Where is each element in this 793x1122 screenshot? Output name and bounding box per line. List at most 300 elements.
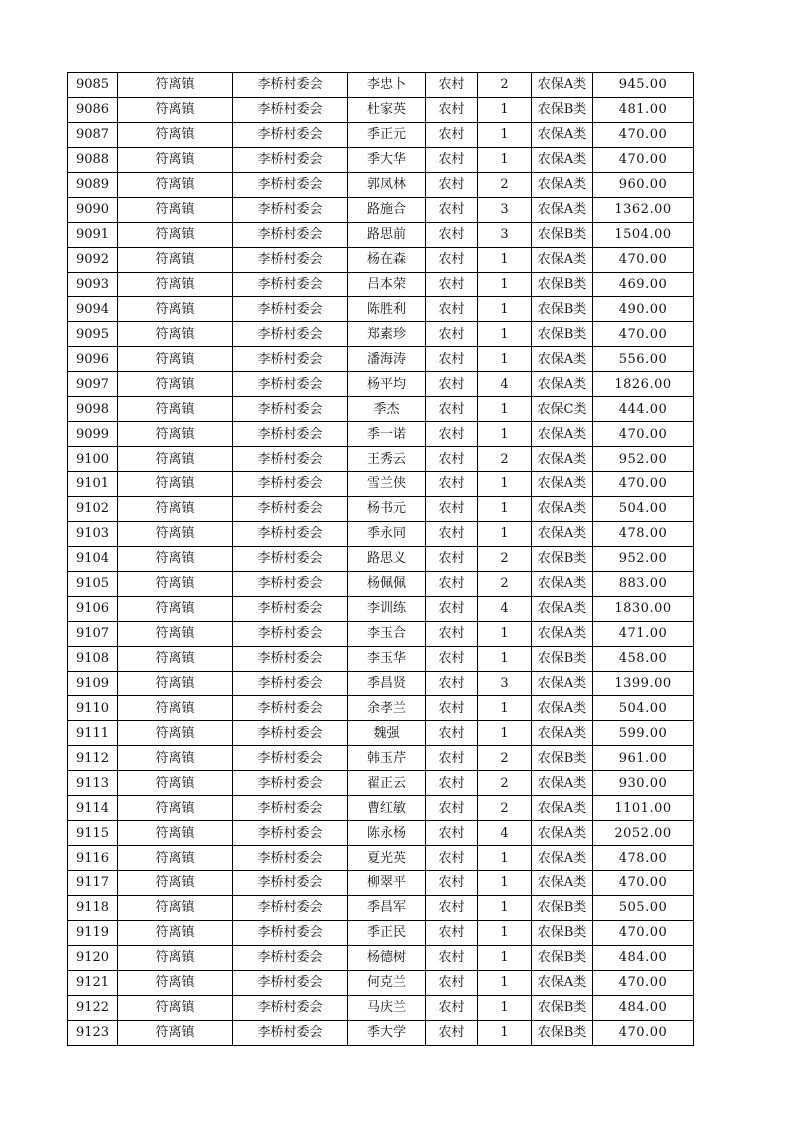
amount-cell: 960.00 xyxy=(593,172,694,197)
row-id-cell: 9101 xyxy=(68,472,118,497)
name-cell: 杨佩佩 xyxy=(348,571,426,596)
name-cell: 李玉合 xyxy=(348,621,426,646)
row-id-cell: 9122 xyxy=(68,995,118,1020)
village-committee-cell: 李桥村委会 xyxy=(233,945,348,970)
village-committee-cell: 李桥村委会 xyxy=(233,821,348,846)
category-cell: 农保B类 xyxy=(532,272,593,297)
category-cell: 农保B类 xyxy=(532,945,593,970)
table-row xyxy=(68,821,694,846)
category-cell: 农保A类 xyxy=(532,796,593,821)
name-cell: 路施合 xyxy=(348,197,426,222)
village-committee-cell: 李桥村委会 xyxy=(233,172,348,197)
member-count-cell: 1 xyxy=(478,646,532,671)
town-cell: 符离镇 xyxy=(118,871,233,896)
member-count-cell: 2 xyxy=(478,73,532,98)
row-id-cell: 9089 xyxy=(68,172,118,197)
member-count-cell: 1 xyxy=(478,322,532,347)
household-type-cell: 农村 xyxy=(426,472,478,497)
row-id-cell: 9090 xyxy=(68,197,118,222)
household-type-cell: 农村 xyxy=(426,97,478,122)
member-count-cell: 1 xyxy=(478,521,532,546)
village-committee-cell: 李桥村委会 xyxy=(233,272,348,297)
member-count-cell: 1 xyxy=(478,846,532,871)
table-row xyxy=(68,97,694,122)
town-cell: 符离镇 xyxy=(118,970,233,995)
records-table xyxy=(67,72,694,1046)
amount-cell: 505.00 xyxy=(593,895,694,920)
member-count-cell: 1 xyxy=(478,696,532,721)
category-cell: 农保B类 xyxy=(532,546,593,571)
household-type-cell: 农村 xyxy=(426,397,478,422)
household-type-cell: 农村 xyxy=(426,920,478,945)
amount-cell: 470.00 xyxy=(593,472,694,497)
table-row xyxy=(68,496,694,521)
town-cell: 符离镇 xyxy=(118,447,233,472)
household-type-cell: 农村 xyxy=(426,995,478,1020)
amount-cell: 1362.00 xyxy=(593,197,694,222)
row-id-cell: 9100 xyxy=(68,447,118,472)
town-cell: 符离镇 xyxy=(118,521,233,546)
row-id-cell: 9109 xyxy=(68,671,118,696)
row-id-cell: 9118 xyxy=(68,895,118,920)
town-cell: 符离镇 xyxy=(118,422,233,447)
row-id-cell: 9085 xyxy=(68,73,118,98)
name-cell: 雪兰侠 xyxy=(348,472,426,497)
row-id-cell: 9092 xyxy=(68,247,118,272)
table-row xyxy=(68,995,694,1020)
town-cell: 符离镇 xyxy=(118,97,233,122)
household-type-cell: 农村 xyxy=(426,821,478,846)
table-row xyxy=(68,322,694,347)
table-row xyxy=(68,422,694,447)
member-count-cell: 1 xyxy=(478,721,532,746)
row-id-cell: 9103 xyxy=(68,521,118,546)
village-committee-cell: 李桥村委会 xyxy=(233,671,348,696)
member-count-cell: 3 xyxy=(478,671,532,696)
town-cell: 符离镇 xyxy=(118,671,233,696)
town-cell: 符离镇 xyxy=(118,272,233,297)
table-row xyxy=(68,970,694,995)
row-id-cell: 9104 xyxy=(68,546,118,571)
amount-cell: 469.00 xyxy=(593,272,694,297)
village-committee-cell: 李桥村委会 xyxy=(233,970,348,995)
amount-cell: 470.00 xyxy=(593,871,694,896)
household-type-cell: 农村 xyxy=(426,73,478,98)
village-committee-cell: 李桥村委会 xyxy=(233,322,348,347)
amount-cell: 481.00 xyxy=(593,97,694,122)
amount-cell: 883.00 xyxy=(593,571,694,596)
category-cell: 农保C类 xyxy=(532,397,593,422)
name-cell: 韩玉芹 xyxy=(348,746,426,771)
town-cell: 符离镇 xyxy=(118,222,233,247)
member-count-cell: 1 xyxy=(478,472,532,497)
name-cell: 陈永杨 xyxy=(348,821,426,846)
village-committee-cell: 李桥村委会 xyxy=(233,1020,348,1045)
row-id-cell: 9088 xyxy=(68,147,118,172)
amount-cell: 470.00 xyxy=(593,970,694,995)
table-row xyxy=(68,596,694,621)
amount-cell: 1826.00 xyxy=(593,372,694,397)
table-row xyxy=(68,671,694,696)
amount-cell: 490.00 xyxy=(593,297,694,322)
household-type-cell: 农村 xyxy=(426,247,478,272)
amount-cell: 470.00 xyxy=(593,322,694,347)
village-committee-cell: 李桥村委会 xyxy=(233,222,348,247)
amount-cell: 599.00 xyxy=(593,721,694,746)
amount-cell: 470.00 xyxy=(593,122,694,147)
village-committee-cell: 李桥村委会 xyxy=(233,571,348,596)
amount-cell: 470.00 xyxy=(593,1020,694,1045)
household-type-cell: 农村 xyxy=(426,846,478,871)
table-row xyxy=(68,222,694,247)
household-type-cell: 农村 xyxy=(426,222,478,247)
household-type-cell: 农村 xyxy=(426,646,478,671)
household-type-cell: 农村 xyxy=(426,297,478,322)
village-committee-cell: 李桥村委会 xyxy=(233,347,348,372)
member-count-cell: 1 xyxy=(478,297,532,322)
table-body xyxy=(68,73,694,1046)
name-cell: 陈胜利 xyxy=(348,297,426,322)
category-cell: 农保A类 xyxy=(532,571,593,596)
category-cell: 农保A类 xyxy=(532,496,593,521)
amount-cell: 1101.00 xyxy=(593,796,694,821)
table-row xyxy=(68,472,694,497)
town-cell: 符离镇 xyxy=(118,297,233,322)
town-cell: 符离镇 xyxy=(118,621,233,646)
category-cell: 农保A类 xyxy=(532,347,593,372)
row-id-cell: 9123 xyxy=(68,1020,118,1045)
category-cell: 农保B类 xyxy=(532,297,593,322)
row-id-cell: 9091 xyxy=(68,222,118,247)
table-row xyxy=(68,646,694,671)
name-cell: 杨平均 xyxy=(348,372,426,397)
town-cell: 符离镇 xyxy=(118,945,233,970)
name-cell: 曹红敏 xyxy=(348,796,426,821)
name-cell: 李忠卜 xyxy=(348,73,426,98)
village-committee-cell: 李桥村委会 xyxy=(233,472,348,497)
name-cell: 郭凤林 xyxy=(348,172,426,197)
town-cell: 符离镇 xyxy=(118,197,233,222)
table-row xyxy=(68,372,694,397)
category-cell: 农保A类 xyxy=(532,821,593,846)
member-count-cell: 2 xyxy=(478,771,532,796)
category-cell: 农保A类 xyxy=(532,247,593,272)
row-id-cell: 9110 xyxy=(68,696,118,721)
row-id-cell: 9099 xyxy=(68,422,118,447)
village-committee-cell: 李桥村委会 xyxy=(233,871,348,896)
table-row xyxy=(68,895,694,920)
amount-cell: 458.00 xyxy=(593,646,694,671)
name-cell: 翟正云 xyxy=(348,771,426,796)
village-committee-cell: 李桥村委会 xyxy=(233,895,348,920)
town-cell: 符离镇 xyxy=(118,895,233,920)
household-type-cell: 农村 xyxy=(426,122,478,147)
village-committee-cell: 李桥村委会 xyxy=(233,596,348,621)
table-row xyxy=(68,297,694,322)
name-cell: 季昌贤 xyxy=(348,671,426,696)
category-cell: 农保A类 xyxy=(532,472,593,497)
row-id-cell: 9112 xyxy=(68,746,118,771)
village-committee-cell: 李桥村委会 xyxy=(233,447,348,472)
village-committee-cell: 李桥村委会 xyxy=(233,846,348,871)
name-cell: 李玉华 xyxy=(348,646,426,671)
household-type-cell: 农村 xyxy=(426,721,478,746)
table-row xyxy=(68,796,694,821)
amount-cell: 2052.00 xyxy=(593,821,694,846)
village-committee-cell: 李桥村委会 xyxy=(233,122,348,147)
village-committee-cell: 李桥村委会 xyxy=(233,496,348,521)
amount-cell: 470.00 xyxy=(593,920,694,945)
table-row xyxy=(68,197,694,222)
household-type-cell: 农村 xyxy=(426,771,478,796)
household-type-cell: 农村 xyxy=(426,970,478,995)
town-cell: 符离镇 xyxy=(118,821,233,846)
table-row xyxy=(68,546,694,571)
row-id-cell: 9094 xyxy=(68,297,118,322)
amount-cell: 484.00 xyxy=(593,945,694,970)
name-cell: 季昌军 xyxy=(348,895,426,920)
table-row xyxy=(68,846,694,871)
category-cell: 农保A类 xyxy=(532,970,593,995)
village-committee-cell: 李桥村委会 xyxy=(233,546,348,571)
town-cell: 符离镇 xyxy=(118,322,233,347)
town-cell: 符离镇 xyxy=(118,172,233,197)
category-cell: 农保B类 xyxy=(532,920,593,945)
household-type-cell: 农村 xyxy=(426,796,478,821)
member-count-cell: 1 xyxy=(478,397,532,422)
category-cell: 农保B类 xyxy=(532,746,593,771)
town-cell: 符离镇 xyxy=(118,546,233,571)
amount-cell: 504.00 xyxy=(593,496,694,521)
category-cell: 农保A类 xyxy=(532,172,593,197)
category-cell: 农保B类 xyxy=(532,222,593,247)
category-cell: 农保A类 xyxy=(532,721,593,746)
member-count-cell: 1 xyxy=(478,272,532,297)
name-cell: 余孝兰 xyxy=(348,696,426,721)
name-cell: 吕本荣 xyxy=(348,272,426,297)
row-id-cell: 9115 xyxy=(68,821,118,846)
household-type-cell: 农村 xyxy=(426,596,478,621)
amount-cell: 470.00 xyxy=(593,422,694,447)
village-committee-cell: 李桥村委会 xyxy=(233,297,348,322)
household-type-cell: 农村 xyxy=(426,521,478,546)
category-cell: 农保A类 xyxy=(532,696,593,721)
member-count-cell: 3 xyxy=(478,222,532,247)
row-id-cell: 9120 xyxy=(68,945,118,970)
member-count-cell: 1 xyxy=(478,422,532,447)
category-cell: 农保A类 xyxy=(532,846,593,871)
table-row xyxy=(68,721,694,746)
town-cell: 符离镇 xyxy=(118,646,233,671)
table-row xyxy=(68,272,694,297)
name-cell: 郑素珍 xyxy=(348,322,426,347)
category-cell: 农保A类 xyxy=(532,871,593,896)
row-id-cell: 9116 xyxy=(68,846,118,871)
town-cell: 符离镇 xyxy=(118,696,233,721)
category-cell: 农保B类 xyxy=(532,895,593,920)
member-count-cell: 1 xyxy=(478,970,532,995)
village-committee-cell: 李桥村委会 xyxy=(233,721,348,746)
town-cell: 符离镇 xyxy=(118,796,233,821)
amount-cell: 478.00 xyxy=(593,846,694,871)
village-committee-cell: 李桥村委会 xyxy=(233,621,348,646)
name-cell: 王秀云 xyxy=(348,447,426,472)
member-count-cell: 2 xyxy=(478,796,532,821)
member-count-cell: 2 xyxy=(478,746,532,771)
table-row xyxy=(68,771,694,796)
town-cell: 符离镇 xyxy=(118,846,233,871)
town-cell: 符离镇 xyxy=(118,472,233,497)
village-committee-cell: 李桥村委会 xyxy=(233,920,348,945)
category-cell: 农保B类 xyxy=(532,646,593,671)
village-committee-cell: 李桥村委会 xyxy=(233,197,348,222)
row-id-cell: 9105 xyxy=(68,571,118,596)
household-type-cell: 农村 xyxy=(426,895,478,920)
member-count-cell: 4 xyxy=(478,372,532,397)
village-committee-cell: 李桥村委会 xyxy=(233,97,348,122)
row-id-cell: 9102 xyxy=(68,496,118,521)
table-row xyxy=(68,397,694,422)
amount-cell: 556.00 xyxy=(593,347,694,372)
town-cell: 符离镇 xyxy=(118,920,233,945)
town-cell: 符离镇 xyxy=(118,347,233,372)
category-cell: 农保A类 xyxy=(532,122,593,147)
household-type-cell: 农村 xyxy=(426,447,478,472)
category-cell: 农保B类 xyxy=(532,995,593,1020)
household-type-cell: 农村 xyxy=(426,621,478,646)
name-cell: 路思前 xyxy=(348,222,426,247)
name-cell: 杨书元 xyxy=(348,496,426,521)
name-cell: 季大华 xyxy=(348,147,426,172)
name-cell: 夏光英 xyxy=(348,846,426,871)
row-id-cell: 9087 xyxy=(68,122,118,147)
town-cell: 符离镇 xyxy=(118,372,233,397)
row-id-cell: 9086 xyxy=(68,97,118,122)
member-count-cell: 1 xyxy=(478,871,532,896)
member-count-cell: 1 xyxy=(478,247,532,272)
table-row xyxy=(68,696,694,721)
amount-cell: 470.00 xyxy=(593,147,694,172)
village-committee-cell: 李桥村委会 xyxy=(233,147,348,172)
category-cell: 农保B类 xyxy=(532,1020,593,1045)
row-id-cell: 9113 xyxy=(68,771,118,796)
amount-cell: 952.00 xyxy=(593,447,694,472)
name-cell: 柳翠平 xyxy=(348,871,426,896)
member-count-cell: 1 xyxy=(478,97,532,122)
member-count-cell: 1 xyxy=(478,496,532,521)
village-committee-cell: 李桥村委会 xyxy=(233,397,348,422)
town-cell: 符离镇 xyxy=(118,496,233,521)
village-committee-cell: 李桥村委会 xyxy=(233,796,348,821)
amount-cell: 484.00 xyxy=(593,995,694,1020)
village-committee-cell: 李桥村委会 xyxy=(233,995,348,1020)
table-row xyxy=(68,73,694,98)
town-cell: 符离镇 xyxy=(118,147,233,172)
row-id-cell: 9093 xyxy=(68,272,118,297)
row-id-cell: 9095 xyxy=(68,322,118,347)
row-id-cell: 9114 xyxy=(68,796,118,821)
category-cell: 农保A类 xyxy=(532,671,593,696)
name-cell: 杨在森 xyxy=(348,247,426,272)
category-cell: 农保A类 xyxy=(532,197,593,222)
town-cell: 符离镇 xyxy=(118,247,233,272)
name-cell: 李训练 xyxy=(348,596,426,621)
table-row xyxy=(68,122,694,147)
household-type-cell: 农村 xyxy=(426,496,478,521)
table-row xyxy=(68,746,694,771)
row-id-cell: 9111 xyxy=(68,721,118,746)
amount-cell: 470.00 xyxy=(593,247,694,272)
member-count-cell: 1 xyxy=(478,920,532,945)
village-committee-cell: 李桥村委会 xyxy=(233,247,348,272)
amount-cell: 444.00 xyxy=(593,397,694,422)
category-cell: 农保A类 xyxy=(532,521,593,546)
name-cell: 季大学 xyxy=(348,1020,426,1045)
table-row xyxy=(68,447,694,472)
category-cell: 农保A类 xyxy=(532,147,593,172)
household-type-cell: 农村 xyxy=(426,871,478,896)
row-id-cell: 9106 xyxy=(68,596,118,621)
village-committee-cell: 李桥村委会 xyxy=(233,73,348,98)
town-cell: 符离镇 xyxy=(118,995,233,1020)
town-cell: 符离镇 xyxy=(118,1020,233,1045)
town-cell: 符离镇 xyxy=(118,596,233,621)
amount-cell: 1399.00 xyxy=(593,671,694,696)
name-cell: 潘海涛 xyxy=(348,347,426,372)
member-count-cell: 1 xyxy=(478,347,532,372)
town-cell: 符离镇 xyxy=(118,397,233,422)
village-committee-cell: 李桥村委会 xyxy=(233,646,348,671)
name-cell: 杜家英 xyxy=(348,97,426,122)
member-count-cell: 4 xyxy=(478,821,532,846)
row-id-cell: 9098 xyxy=(68,397,118,422)
category-cell: 农保A类 xyxy=(532,447,593,472)
name-cell: 何克兰 xyxy=(348,970,426,995)
household-type-cell: 农村 xyxy=(426,746,478,771)
household-type-cell: 农村 xyxy=(426,1020,478,1045)
member-count-cell: 1 xyxy=(478,1020,532,1045)
member-count-cell: 1 xyxy=(478,147,532,172)
amount-cell: 1504.00 xyxy=(593,222,694,247)
town-cell: 符离镇 xyxy=(118,771,233,796)
town-cell: 符离镇 xyxy=(118,122,233,147)
name-cell: 季正元 xyxy=(348,122,426,147)
village-committee-cell: 李桥村委会 xyxy=(233,746,348,771)
table-row xyxy=(68,247,694,272)
category-cell: 农保B类 xyxy=(532,97,593,122)
name-cell: 马庆兰 xyxy=(348,995,426,1020)
amount-cell: 471.00 xyxy=(593,621,694,646)
row-id-cell: 9117 xyxy=(68,871,118,896)
member-count-cell: 3 xyxy=(478,197,532,222)
town-cell: 符离镇 xyxy=(118,571,233,596)
household-type-cell: 农村 xyxy=(426,696,478,721)
row-id-cell: 9121 xyxy=(68,970,118,995)
household-type-cell: 农村 xyxy=(426,147,478,172)
member-count-cell: 4 xyxy=(478,596,532,621)
member-count-cell: 2 xyxy=(478,571,532,596)
town-cell: 符离镇 xyxy=(118,73,233,98)
town-cell: 符离镇 xyxy=(118,746,233,771)
amount-cell: 945.00 xyxy=(593,73,694,98)
name-cell: 季杰 xyxy=(348,397,426,422)
category-cell: 农保A类 xyxy=(532,372,593,397)
amount-cell: 930.00 xyxy=(593,771,694,796)
amount-cell: 478.00 xyxy=(593,521,694,546)
household-type-cell: 农村 xyxy=(426,945,478,970)
amount-cell: 952.00 xyxy=(593,546,694,571)
village-committee-cell: 李桥村委会 xyxy=(233,422,348,447)
